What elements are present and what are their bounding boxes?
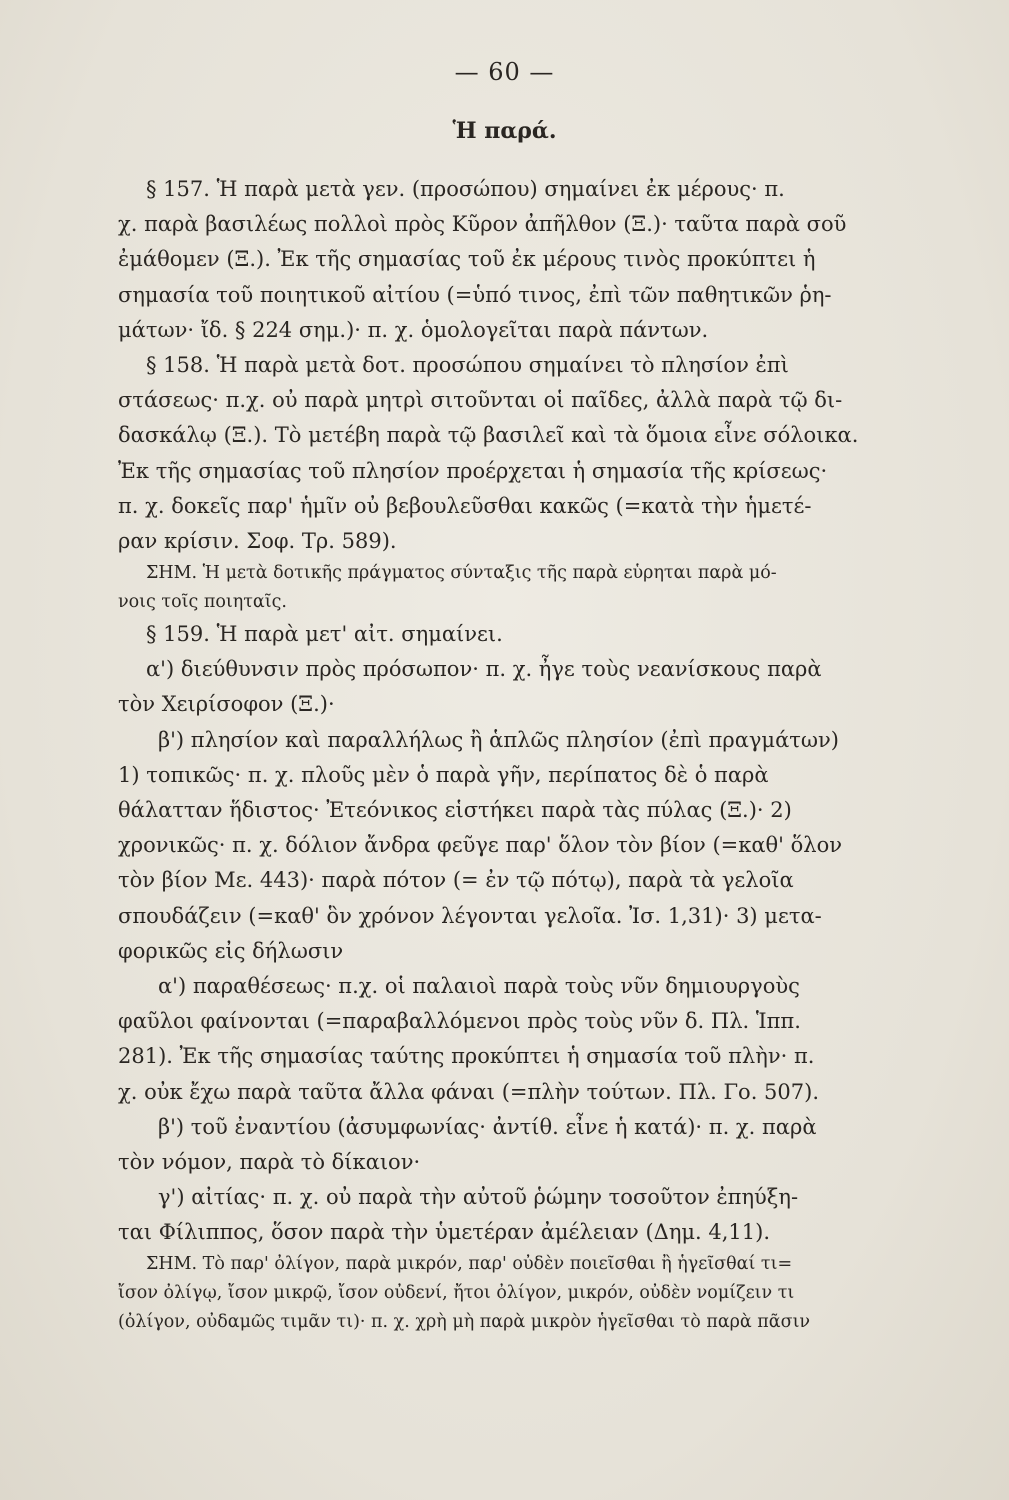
text-line: ται Φίλιππος, ὅσον παρὰ τὴν ὑμετέραν ἀμέλειαν (Δημ. 4,11). — [118, 1220, 771, 1245]
text-line: β') πλησίον καὶ παραλλήλως ἢ ἁπλῶς πλησίον (ἐπὶ πραγμάτων) — [158, 727, 839, 752]
text-line: νοις τοῖς ποιηταῖς. — [118, 592, 287, 613]
text-line: τὸν Χειρίσοφον (Ξ.)· — [118, 692, 335, 717]
text-line: ἴσον ὀλίγῳ, ἴσον μικρῷ, ἴσον οὐδενί, ἤτοι ὀλίγον, μικρόν, οὐδὲν νομίζειν τι — [118, 1283, 795, 1304]
text-line: ἐμάθομεν (Ξ.). Ἐκ τῆς σημασίας τοῦ ἐκ μέρους τινὸς προκύπτει ἡ — [118, 247, 816, 272]
text-body — [118, 172, 928, 1337]
text-line: σπουδάζειν (=καθ' ὃν χρόνον λέγονται γελοῖα. Ἰσ. 1,31)· 3) μετα- — [118, 903, 822, 928]
text-line: φαῦλοι φαίνονται (=παραβαλλόμενοι πρὸς τοὺς νῦν δ. Πλ. Ἱππ. — [118, 1009, 801, 1034]
text-line: § 159. Ἡ παρὰ μετ' αἰτ. σημαίνει. — [146, 622, 503, 647]
text-line: α') παραθέσεως· π.χ. οἱ παλαιοὶ παρὰ τοὺς νῦν δημιουργοὺς — [158, 973, 800, 998]
text-line: στάσεως· π.χ. οὐ παρὰ μητρὶ σιτοῦνται οἱ παῖδες, ἀλλὰ παρὰ τῷ δι- — [118, 388, 843, 413]
text-line: § 158. Ἡ παρὰ μετὰ δοτ. προσώπου σημαίνει τὸ πλησίον ἐπὶ — [146, 352, 789, 377]
text-line: ΣΗΜ. Ἡ μετὰ δοτικῆς πράγματος σύνταξις τῆς παρὰ εὑρηται παρὰ μό- — [146, 563, 777, 584]
text-line: β') τοῦ ἐναντίου (ἀσυμφωνίας· ἀντίθ. εἶνε ἡ κατά)· π. χ. παρὰ — [158, 1114, 817, 1139]
text-line: ΣΗΜ. Τὸ παρ' ὀλίγον, παρὰ μικρόν, παρ' οὐδὲν ποιεῖσθαι ἢ ἡγεῖσθαί τι= — [146, 1254, 793, 1275]
text-line: 281). Ἐκ τῆς σημασίας ταύτης προκύπτει ἡ σημασία τοῦ πλὴν· π. — [118, 1044, 815, 1069]
page-number: — 60 — — [454, 58, 555, 86]
text-line: δασκάλῳ (Ξ.). Τὸ μετέβη παρὰ τῷ βασιλεῖ καὶ τὰ ὅμοια εἶνε σόλοικα. — [118, 423, 859, 448]
text-line: χ. παρὰ βασιλέως πολλοὶ πρὸς Κῦρον ἀπῆλθον (Ξ.)· ταῦτα παρὰ σοῦ — [118, 212, 847, 237]
text-line: τὸν νόμον, παρὰ τὸ δίκαιον· — [118, 1149, 421, 1174]
text-line: χρονικῶς· π. χ. δόλιον ἄνδρα φεῦγε παρ' ὅλον τὸν βίον (=καθ' ὅλον — [118, 833, 842, 858]
text-line: 1) τοπικῶς· π. χ. πλοῦς μὲν ὁ παρὰ γῆν, περίπατος δὲ ὁ παρὰ — [118, 762, 769, 787]
text-line: ραν κρίσιν. Σοφ. Τρ. 589). — [118, 528, 397, 553]
text-line: γ') αἰτίας· π. χ. οὐ παρὰ τὴν αὐτοῦ ῥώμην τοσοῦτον ἐπηύξη- — [158, 1185, 799, 1210]
text-line: σημασία τοῦ ποιητικοῦ αἰτίου (=ὑπό τινος, ἐπὶ τῶν παθητικῶν ῥη- — [118, 282, 832, 307]
text-line: μάτων· ἴδ. § 224 σημ.)· π. χ. ὁμολογεῖται παρὰ πάντων. — [118, 317, 709, 342]
text-line: (ὀλίγον, οὐδαμῶς τιμᾶν τι)· π. χ. χρὴ μὴ παρὰ μικρὸν ἡγεῖσθαι τὸ παρὰ πᾶσιν — [118, 1312, 811, 1333]
text-line: π. χ. δοκεῖς παρ' ἡμῖν οὐ βεβουλεῦσθαι κακῶς (=κατὰ τὴν ἡμετέ- — [118, 493, 812, 518]
text-line: φορικῶς εἰς δήλωσιν — [118, 938, 344, 963]
text-line: τὸν βίον Με. 443)· παρὰ πότον (= ἐν τῷ πότῳ), παρὰ τὰ γελοῖα — [118, 868, 794, 893]
text-line: § 157. Ἡ παρὰ μετὰ γεν. (προσώπου) σημαίνει ἐκ μέρους· π. — [146, 177, 785, 201]
section-heading: Ἡ παρά. — [452, 118, 557, 144]
text-line: Ἐκ τῆς σημασίας τοῦ πλησίον προέρχεται ἡ σημασία τῆς κρίσεως· — [118, 458, 828, 483]
text-line: χ. οὐκ ἔχω παρὰ ταῦτα ἄλλα φάναι (=πλὴν τούτων. Πλ. Γο. 507). — [118, 1079, 819, 1104]
text-line: θάλατταν ἥδιστος· Ἐτεόνικος εἱστήκει παρὰ τὰς πύλας (Ξ.)· 2) — [118, 798, 792, 822]
text-line: α') διεύθυνσιν πρὸς πρόσωπον· π. χ. ἦγε τοὺς νεανίσκους παρὰ — [146, 657, 822, 682]
